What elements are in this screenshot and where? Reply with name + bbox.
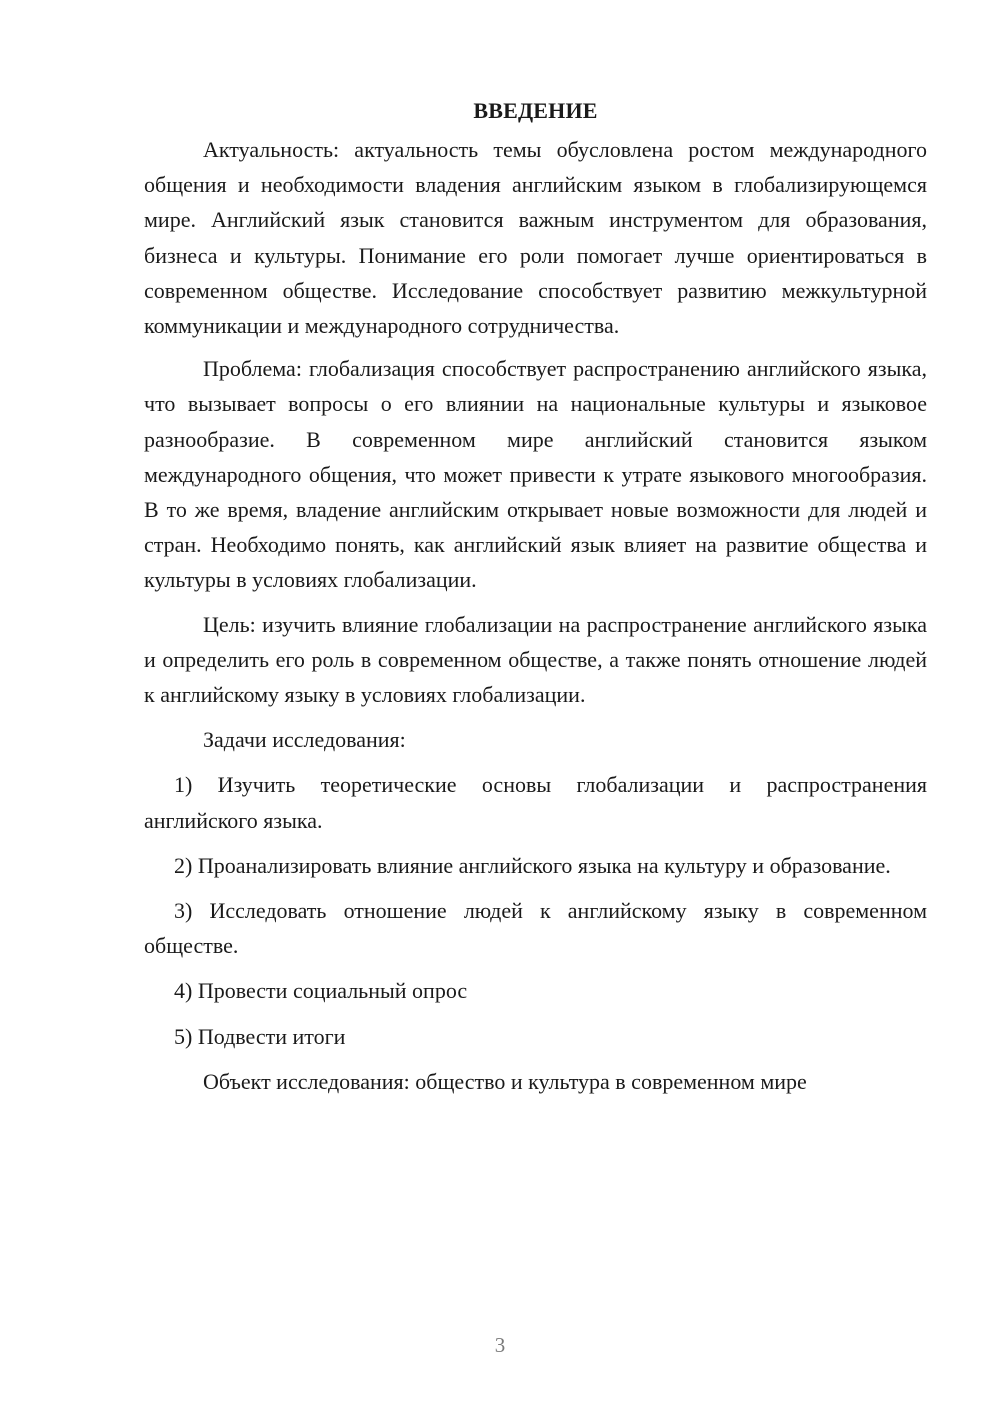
section-heading: ВВЕДЕНИЕ	[473, 98, 598, 123]
list-item: 1) Изучить теоретические основы глобализации и распространения английского языка.	[144, 772, 927, 833]
document-page	[144, 94, 927, 1099]
list-item: 2) Проанализировать влияние английского языка на культуру и образование.	[174, 852, 891, 878]
tasks-title: Задачи исследования:	[203, 727, 406, 753]
problem-paragraph: Проблема: глобализация способствует распространению английского языка, что вызывает вопросы о его влиянии на национальные культуры и языковое разнообразие. В современном мире английский становится языком международного общения, что может привести к утрате языкового многообразия. В то же время, владение английским открывает новые возможности для людей и стран. Необходимо понять, как английский язык влияет на развитие общества и культуры в условиях глобализации.	[144, 356, 927, 593]
object-paragraph: Объект исследования: общество и культура в современном мире	[203, 1068, 807, 1094]
page-number: 3	[494, 1333, 506, 1357]
list-item: 4) Провести социальный опрос	[174, 978, 468, 1004]
goal-paragraph: Цель: изучить влияние глобализации на распространение английского языка и определить его роль в современном обществе, а также понять отношение людей к английскому языку в условиях глобализации.	[144, 611, 927, 708]
tasks-list	[144, 767, 927, 1053]
list-item: 3) Исследовать отношение людей к английскому языку в современном обществе.	[144, 898, 927, 959]
list-item: 5) Подвести итоги	[174, 1023, 346, 1049]
relevance-paragraph: Актуальность: актуальность темы обусловлена ростом международного общения и необходимости владения английским языком в глобализирующемся мире. Английский язык становится важным инструментом для образования, бизнеса и культуры. Понимание его роли помогает лучше ориентироваться в современном обществе. Исследование способствует развитию межкультурной коммуникации и международного сотрудничества.	[144, 137, 927, 339]
